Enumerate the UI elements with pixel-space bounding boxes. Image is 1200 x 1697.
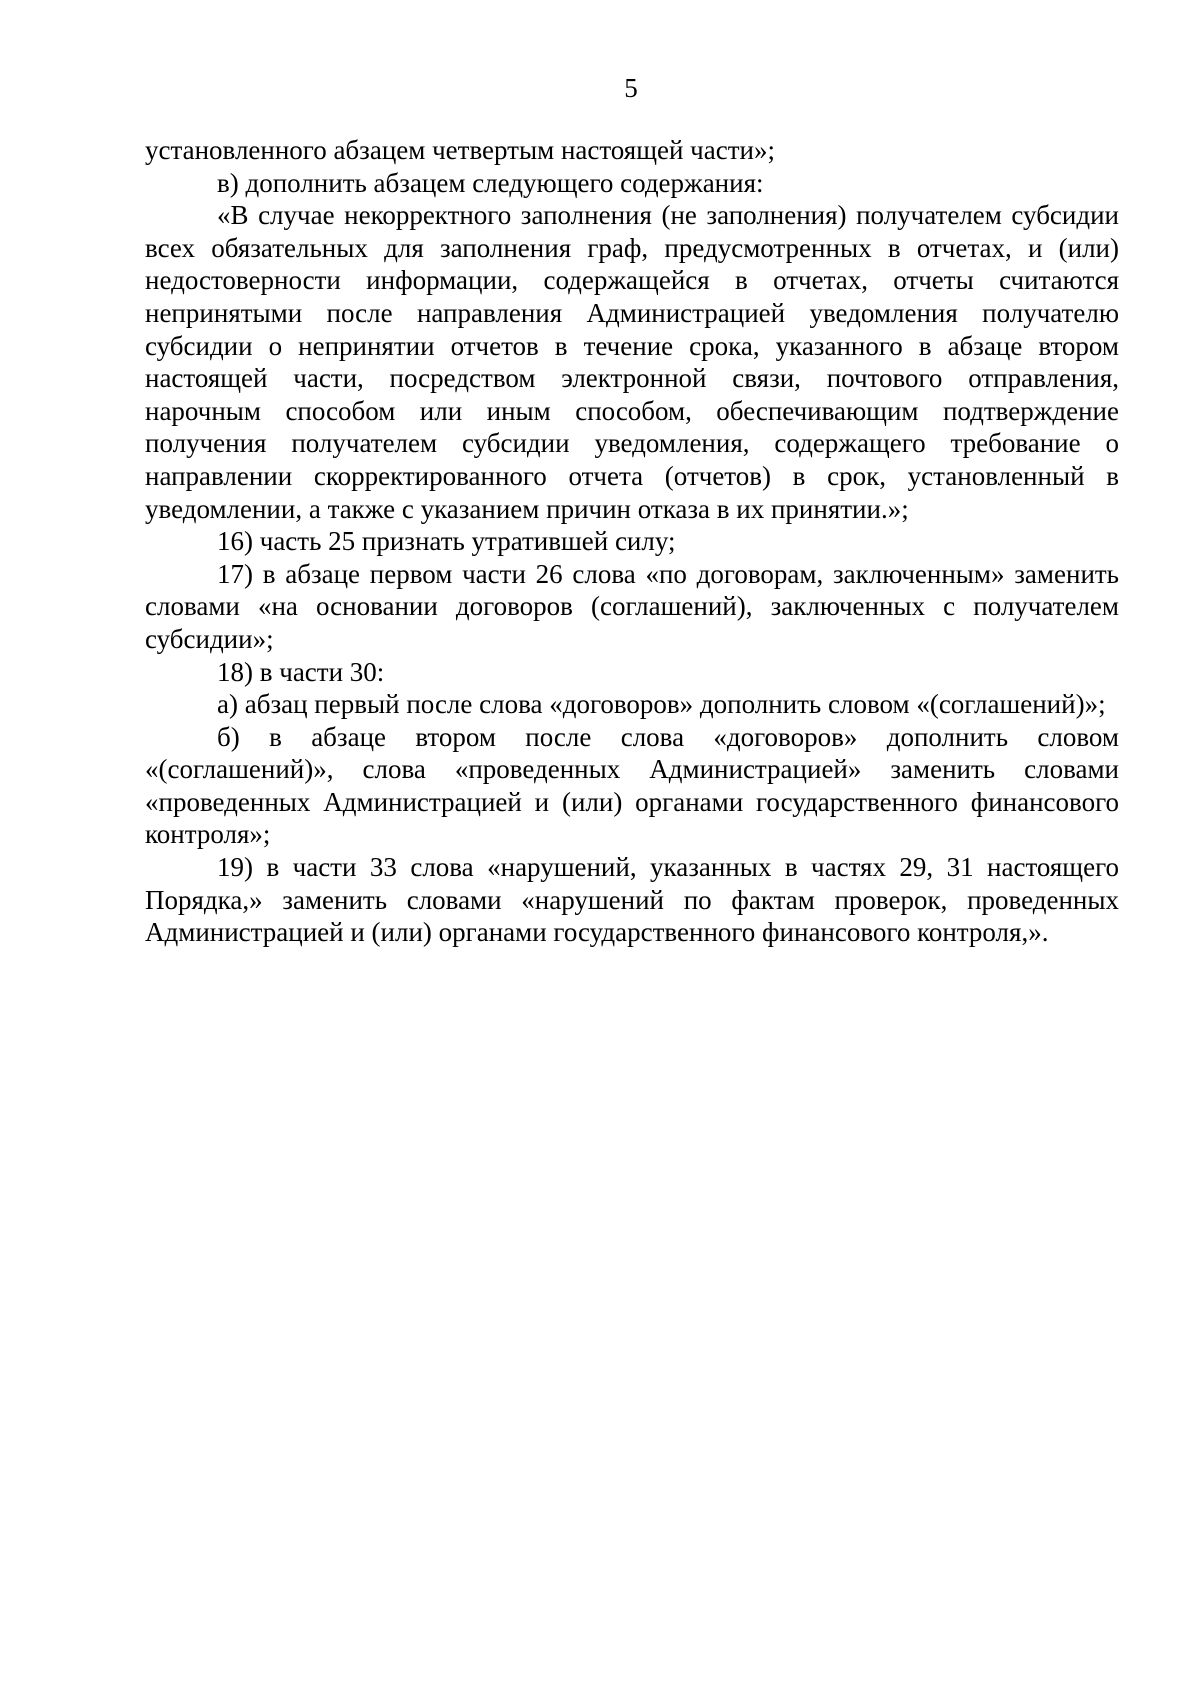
page-number: 5 bbox=[624, 73, 638, 103]
paragraph-item-17: 17) в абзаце первом части 26 слова «по договорам, заключенным» заменить словами «на основании договоров (соглашений), заключенных с получателем субсидии»; bbox=[145, 558, 1119, 654]
document-body bbox=[145, 134, 1119, 949]
paragraph-quoted-insert: «В случае некорректного заполнения (не заполнения) получателем субсидии всех обязательных для заполнения граф, предусмотренных в отчетах, и (или) недостоверности информации, содержащейся в отчетах, отчеты считаются непринятыми после направления Администрацией уведомления получателю субсидии о непринятии отчетов в течение срока, указанного в абзаце втором настоящей части, посредством электронной связи, почтового отправления, нарочным способом или иным способом, обеспечивающим подтверждение получения получателем субсидии уведомления, содержащего требование о направлении скорректированного отчета (отчетов) в срок, установленный в уведомлении, а также с указанием причин отказа в их принятии.»; bbox=[145, 200, 1119, 524]
paragraph-item-16: 16) часть 25 признать утратившей силу; bbox=[217, 526, 676, 557]
paragraph-item-18: 18) в части 30: bbox=[217, 656, 385, 687]
paragraph-item-18-b: б) в абзаце втором после слова «договоров» дополнить словом «(соглашений)», слова «проведенных Администрацией» заменить словами «проведенных Администрацией и (или) органами государственного финансового контроля»; bbox=[145, 721, 1119, 850]
paragraph-item-19: 19) в части 33 слова «нарушений, указанных в частях 29, 31 настоящего Порядка,» заменить словами «нарушений по фактам проверок, проведенных Администрацией и (или) органами государственного финансового контроля,». bbox=[145, 852, 1119, 948]
paragraph-item-18-a: а) абзац первый после слова «договоров» дополнить словом «(соглашений)»; bbox=[217, 689, 1106, 720]
paragraph-continuation: установленного абзацем четвертым настоящей части»; bbox=[145, 135, 775, 165]
paragraph-item-v: в) дополнить абзацем следующего содержания: bbox=[217, 167, 764, 198]
